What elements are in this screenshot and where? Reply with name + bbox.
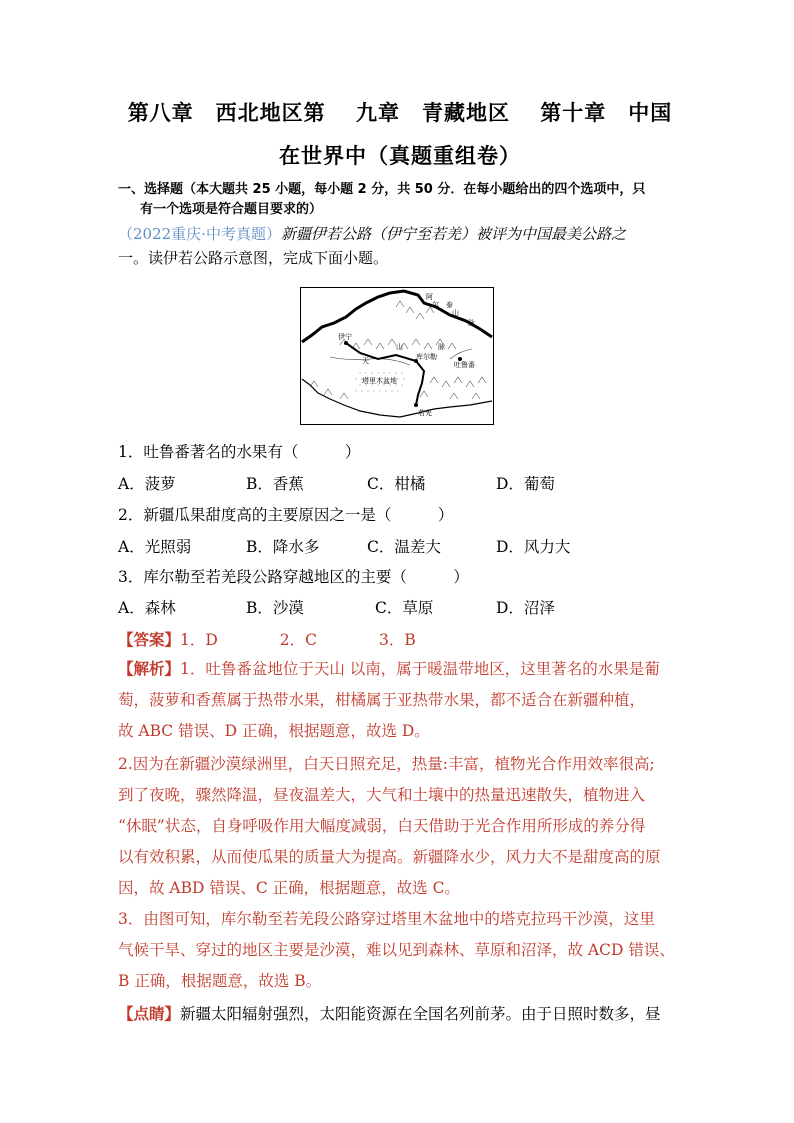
question-3-option-b[interactable]: B．沙漠 [246, 599, 304, 617]
section-heading [118, 180, 693, 220]
analysis-paragraph-2 [118, 749, 678, 904]
analysis-p1-line: 萄，菠萝和香蕉属于热带水果，柑橘属于亚热带水果，都不适合在新疆种植， [118, 691, 646, 709]
intro-italic-text: 新疆伊若公路（伊宁至若羌）被评为中国最美公路之 [280, 225, 626, 243]
map-label: 泰 [446, 301, 453, 309]
intro-line2: 一。读伊若公路示意图，完成下面小题。 [118, 249, 389, 267]
question-3-option-a[interactable]: A．森林 [118, 599, 176, 617]
map-label: 脉 [468, 319, 475, 327]
question-2-option-c[interactable]: C．温差大 [367, 538, 441, 556]
question-3-stem: 3．库尔勒至若羌段公路穿越地区的主要（ ） [118, 568, 469, 586]
question-source: （2022重庆·中考真题） [118, 225, 281, 243]
tip-tag: 【点睛】 [118, 1004, 181, 1023]
analysis-p2-line: 2.因为在新疆沙漠绿洲里，白天日照充足，热量:丰富，植物光合作用效率很高; [118, 755, 655, 773]
analysis-p3-line: B 正确，根据题意，故选 B。 [118, 972, 322, 990]
map-label: 天 [362, 357, 369, 365]
map-label: 伊宁 [338, 333, 352, 341]
question-3-option-d[interactable]: D．沼泽 [496, 599, 555, 617]
question-2-option-a[interactable]: A．光照弱 [118, 538, 192, 556]
map-label: 山 [452, 309, 459, 317]
tip-paragraph [118, 998, 678, 1030]
page-title-line2: 在世界中（真题重组卷） [279, 144, 521, 168]
question-1-option-d[interactable]: D．葡萄 [496, 475, 555, 493]
question-2-option-d[interactable]: D．风力大 [496, 538, 571, 556]
map-label: 库尔勒 [416, 353, 437, 361]
analysis-p1-line: 故 ABC 错误、D 正确，根据题意，故选 D。 [118, 722, 430, 740]
question-intro [118, 222, 693, 270]
question-1-option-a[interactable]: A．菠萝 [118, 475, 176, 493]
analysis-paragraph-1 [118, 653, 678, 747]
map-label: 山 [396, 343, 403, 351]
analysis-p2-line: “休眠”状态，自身呼吸作用大幅度减弱，白天借助于光合作用所形成的养分得 [118, 817, 646, 835]
map-label: 塔里木盆地 [362, 377, 397, 385]
map-label: 尔 [432, 301, 439, 309]
analysis-p2-line: 到了夜晚，骤然降温，昼夜温差大，大气和土壤中的热量迅速散失，植物进入 [118, 786, 646, 804]
analysis-paragraph-3 [118, 904, 678, 997]
section-heading-line1: 一、选择题（本大题共 25 小题，每小题 2 分，共 50 分．在每小题给出的四个选项中，只 [118, 182, 646, 197]
analysis-p3-line: 3．由图可知，库尔勒至若羌段公路穿过塔里木盆地中的塔克拉玛干沙漠，这里 [118, 910, 655, 928]
question-1-option-c[interactable]: C．柑橘 [367, 475, 426, 493]
analysis-p3-line: 气候干旱、穿过的地区主要是沙漠，难以见到森林、草原和沼泽，故 ACD 错误、 [118, 941, 675, 959]
map-label: 若羌 [418, 409, 432, 417]
map-label: 吐鲁番 [454, 361, 475, 369]
answer-text: 1．D 2．C 3．B [180, 631, 416, 649]
question-2-option-b[interactable]: B．降水多 [246, 538, 320, 556]
page-title-line1: 第八章 西北地区第 九章 青藏地区 第十章 中国 [127, 101, 673, 125]
map-label: 脉 [438, 343, 445, 351]
question-2-stem: 2．新疆瓜果甜度高的主要原因之一是（ ） [118, 506, 454, 524]
yiruo-road-map [300, 287, 494, 425]
analysis-tag: 【解析】 [118, 659, 181, 678]
question-1-stem: 1．吐鲁番著名的水果有（ ） [118, 443, 361, 461]
question-3-option-c[interactable]: C．草原 [375, 599, 434, 617]
answer-tag: 【答案】 [118, 630, 181, 649]
map-label: 阿 [426, 293, 433, 301]
tip-text: 新疆太阳辐射强烈，太阳能资源在全国名列前茅。由于日照时数多，昼 [180, 1005, 661, 1023]
analysis-p1-line: 1．吐鲁番盆地位于天山 以南，属于暖温带地区，这里著名的水果是葡 [180, 660, 660, 678]
analysis-p2-line: 因，故 ABD 错误、C 正确，根据题意，故选 C。 [118, 879, 460, 897]
analysis-p2-line: 以有效积累，从而使瓜果的质量大为提高。新疆降水少，风力大不是甜度高的原 [118, 848, 661, 866]
section-heading-line2: 有一个选项是符合题目要求的） [140, 202, 323, 217]
question-1-option-b[interactable]: B．香蕉 [246, 475, 304, 493]
answer-line [118, 628, 416, 652]
